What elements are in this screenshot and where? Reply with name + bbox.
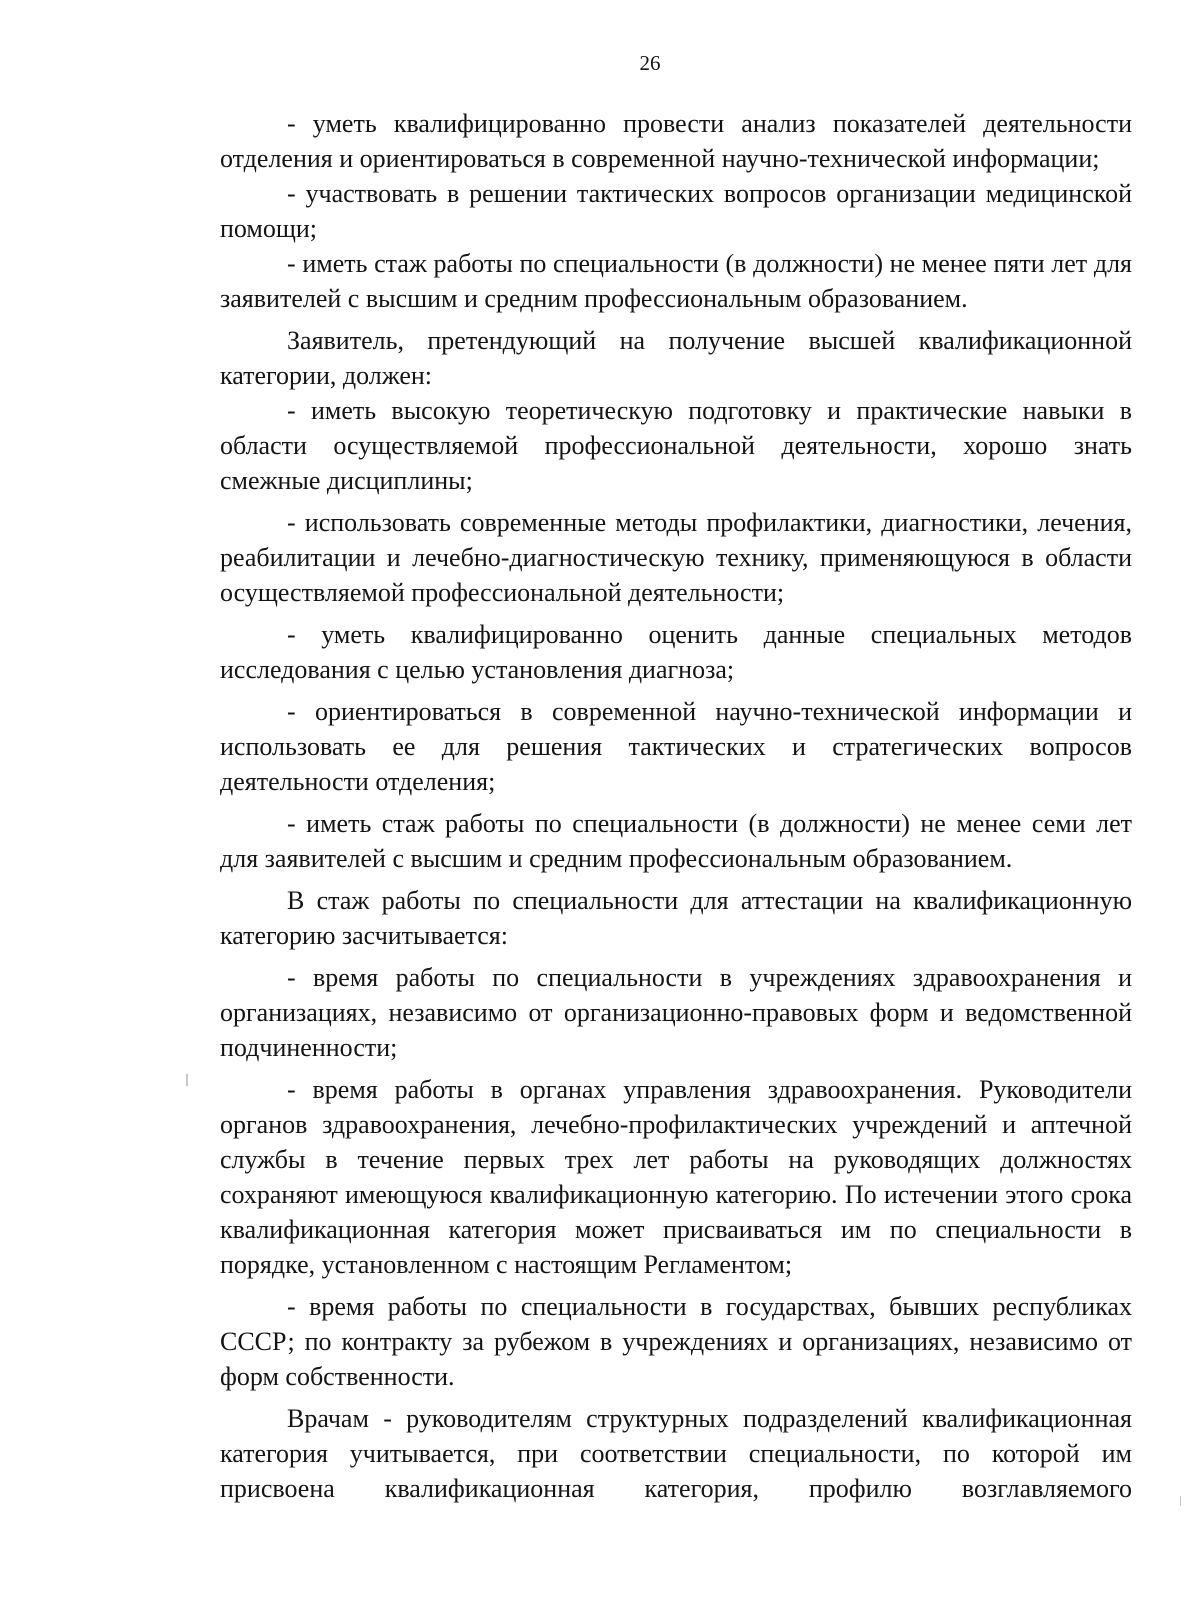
paragraph-management-bodies: - время работы в органах управления здравоохранения. Руководители органов здравоохранения, лечебно-профилактических учреждений и аптечной службы в течение первых трех лет работы на руководящих должностях сохраняют имеющуюся квалификационную категорию. По истечении этого срока квалификационная категория может присваиваться им по специальности в порядке, установленном с настоящим Регламентом; xyxy=(220,1075,1132,1279)
page-number: 26 xyxy=(639,51,661,75)
paragraph-highest-category-intro: Заявитель, претендующий на получение высшей квалификационной категории, должен: xyxy=(220,326,1132,390)
paragraph-evaluate-data: - уметь квалифицированно оценить данные специальных методов исследования с целью установления диагноза; xyxy=(220,620,1132,684)
paragraph-experience-seven-years: - иметь стаж работы по специальности (в должности) не менее семи лет для заявителей с высшим и средним профессиональным образованием. xyxy=(220,809,1132,873)
paragraph-tactical: - участвовать в решении тактических вопросов организации медицинской помощи; xyxy=(220,179,1132,243)
scan-mark-right xyxy=(1180,1496,1181,1506)
paragraph-modern-methods: - использовать современные методы профилактики, диагностики, лечения, реабилитации и лечебно-диагностическую технику, применяющуюся в области осуществляемой профессиональной деятельности; xyxy=(220,508,1132,607)
paragraph-service-credit-intro: В стаж работы по специальности для аттестации на квалификационную категорию засчитывается: xyxy=(220,886,1132,950)
paragraph-theoretical-training: - иметь высокую теоретическую подготовку и практические навыки в области осуществляемой профессиональной деятельности, хорошо знать смежные дисциплины; xyxy=(220,396,1132,495)
scan-mark-left xyxy=(186,1074,188,1086)
document-body xyxy=(220,106,1132,1506)
paragraph-analysis: - уметь квалифицированно провести анализ показателей деятельности отделения и ориентироваться в современной научно-технической информации; xyxy=(220,109,1132,173)
paragraph-orientation: - ориентироваться в современной научно-технической информации и использовать ее для решения тактических и стратегических вопросов деятельности отделения; xyxy=(220,697,1132,796)
paragraph-department-heads: Врачам - руководителям структурных подразделений квалификационная категория учитывается, при соответствии специальности, по которой им присвоена квалификационная категория, профилю возглавляемого xyxy=(220,1404,1132,1503)
paragraph-healthcare-institutions: - время работы по специальности в учреждениях здравоохранения и организациях, независимо от организационно-правовых форм и ведомственной подчиненности; xyxy=(220,963,1132,1062)
paragraph-experience-five-years: - иметь стаж работы по специальности (в должности) не менее пяти лет для заявителей с высшим и средним профессиональным образованием. xyxy=(220,249,1132,313)
paragraph-former-republics: - время работы по специальности в государствах, бывших республиках СССР; по контракту за рубежом в учреждениях и организациях, независимо от форм собственности. xyxy=(220,1292,1132,1391)
